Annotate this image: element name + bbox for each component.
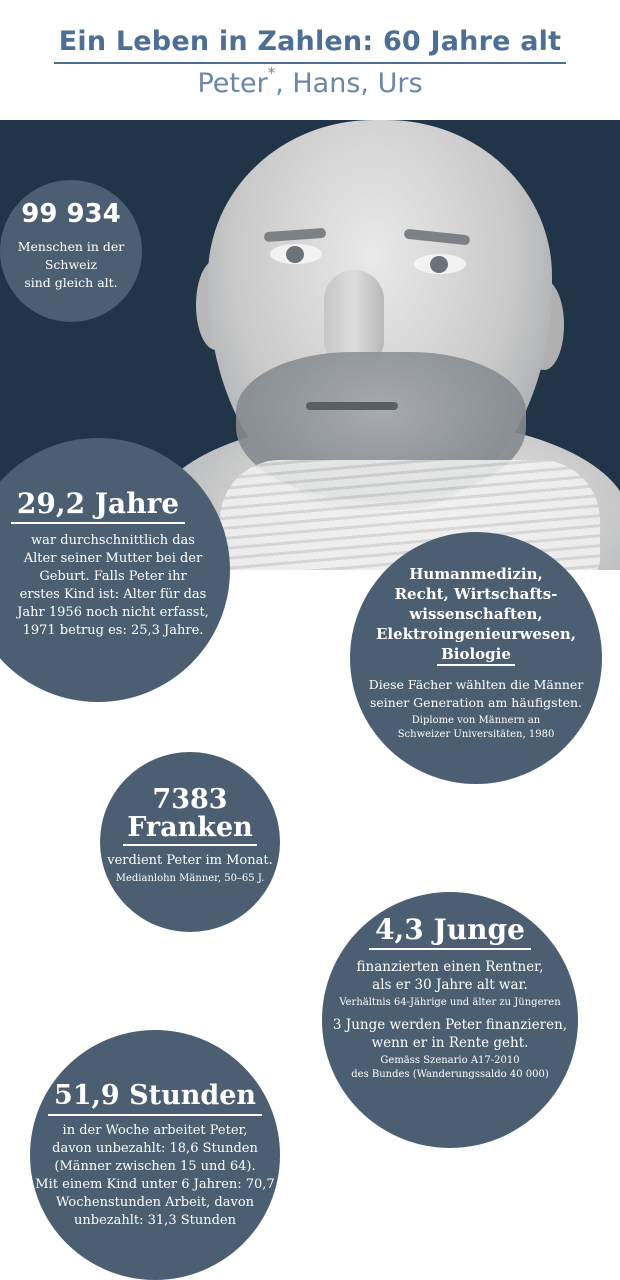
stat-description <box>0 532 230 640</box>
text-line: 3 Junge werden Peter finanzieren, <box>332 1017 568 1033</box>
source-note: Medianlohn Männer, 50–65 J. <box>115 873 265 884</box>
text-line: als er 30 Jahre alt war. <box>372 977 528 993</box>
stat-circle-income <box>100 752 280 932</box>
stat-description <box>30 1122 280 1230</box>
stat-circle-population <box>0 180 142 322</box>
stat-value: 51,9 Stunden <box>48 1080 262 1116</box>
text-line: Jahr 1956 noch nicht erfasst, <box>17 605 209 620</box>
stat-description <box>322 958 578 994</box>
text-line: finanzierten einen Rentner, <box>356 959 544 975</box>
text-line: Mit einem Kind unter 6 Jahren: 70,7 <box>35 1177 275 1192</box>
text-line: Schweiz <box>44 257 98 272</box>
stat-description <box>322 1016 578 1052</box>
stat-circle-mother-age <box>0 438 230 702</box>
text-line: Wochenstunden Arbeit, davon <box>55 1195 255 1210</box>
text-line: sind gleich alt. <box>24 275 118 290</box>
stat-circle-working-hours <box>30 1030 280 1280</box>
page-subtitle <box>0 64 620 99</box>
text-line: (Männer zwischen 15 und 64). <box>54 1159 256 1174</box>
text-line: in der Woche arbeitet Peter, <box>62 1123 248 1138</box>
text-line: davon unbezahlt: 18,6 Stunden <box>52 1141 258 1156</box>
text-line: 1971 betrug es: 25,3 Jahre. <box>22 623 204 638</box>
text-line: Diplome von Männern an <box>411 715 541 726</box>
iris-shape <box>286 246 304 263</box>
stat-circle-studies <box>350 532 602 784</box>
text-line: Geburt. Falls Peter ihr <box>39 569 187 584</box>
text-line: Alter seiner Mutter bei der <box>23 551 203 566</box>
text-line: erstes Kind ist: Alter für das <box>19 587 207 602</box>
text-line: Biologie <box>437 644 515 666</box>
stat-description <box>0 238 142 292</box>
stat-circle-pension-ratio <box>322 892 578 1148</box>
header <box>0 0 620 120</box>
value-line: 7383 <box>152 784 228 815</box>
stat-value: 29,2 Jahre <box>11 488 185 524</box>
text-line: Diese Fächer wählten die Männer <box>368 677 584 692</box>
mouth-shape <box>306 402 398 410</box>
text-line: war durchschnittlich das <box>31 533 195 548</box>
source-note: Verhältnis 64-Jährige und älter zu Jüngeren <box>339 997 561 1008</box>
text-line: Elektroingenieurwesen, <box>375 625 577 643</box>
iris-shape <box>430 256 448 273</box>
stat-description <box>350 676 602 712</box>
text-line: des Bundes (Wanderungssaldo 40 000) <box>351 1069 549 1080</box>
subtitle-name: Peter <box>197 68 268 99</box>
stat-value: 99 934 <box>21 199 121 229</box>
stat-description: verdient Peter im Monat. <box>107 853 273 868</box>
study-subjects <box>350 532 602 666</box>
text-line: Menschen in der <box>17 239 125 254</box>
text-line: Humanmedizin, <box>409 565 543 583</box>
stat-value: 4,3 Junge <box>369 914 531 950</box>
text-line: Gemäss Szenario A17-2010 <box>380 1055 520 1066</box>
text-line: Recht, Wirtschafts- <box>394 585 558 603</box>
text-line: unbezahlt: 31,3 Stunden <box>74 1213 236 1228</box>
stat-value <box>100 752 280 846</box>
footnote-mark: * <box>267 64 276 82</box>
text-line: Schweizer Universitäten, 1980 <box>397 729 555 740</box>
source-note <box>350 714 602 742</box>
text-line: seiner Generation am häufigsten. <box>369 695 583 710</box>
page-title: Ein Leben in Zahlen: 60 Jahre alt <box>58 26 562 57</box>
source-note <box>322 1054 578 1082</box>
text-line: wenn er in Rente geht. <box>371 1035 529 1051</box>
title-underline <box>54 62 566 64</box>
value-line: Franken <box>123 814 257 846</box>
text-line: wissenschaften, <box>409 605 543 623</box>
subtitle-names: , Hans, Urs <box>275 68 423 99</box>
